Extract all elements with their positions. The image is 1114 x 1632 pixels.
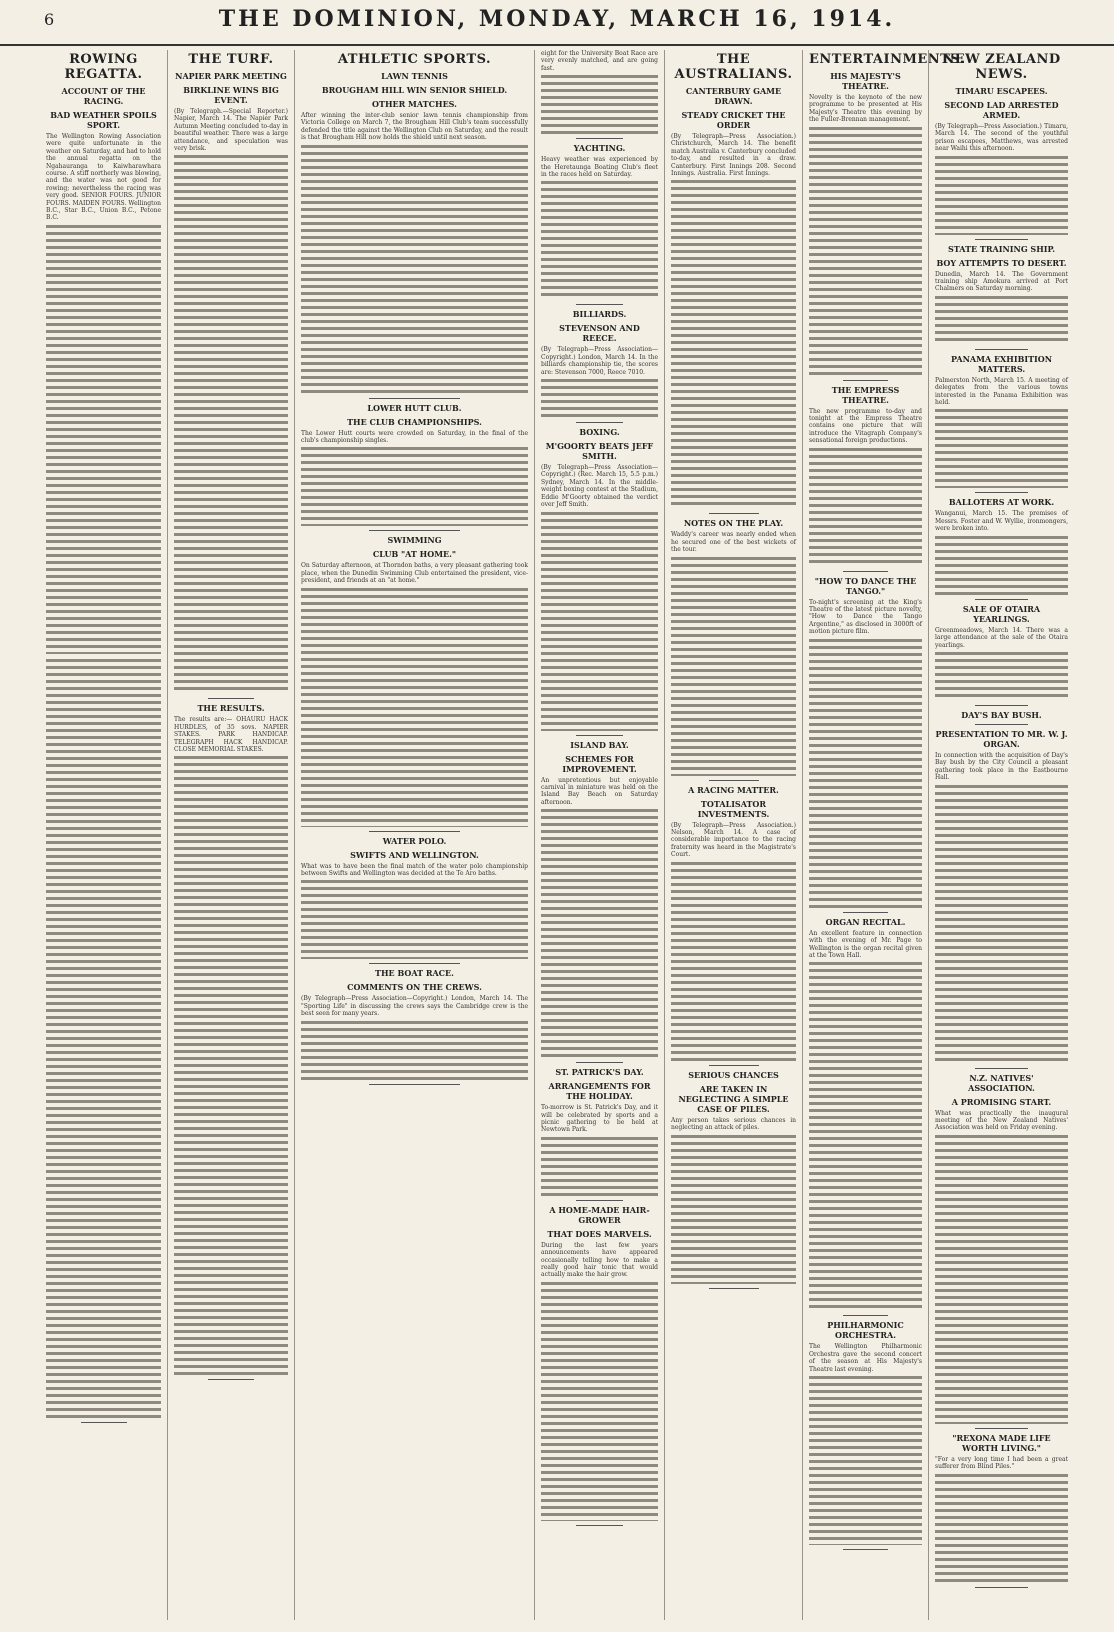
article-body: (By Telegraph—Press Association.) Christchurch, March 14. The benefit match Australia v. Canterbury concluded to-day, and resulted in a draw. Canterbury. First Innings 208. Second Innings. Australia. First Innings.	[671, 133, 796, 178]
article-subheading: NAPIER PARK MEETING	[175, 71, 287, 81]
section-divider	[709, 513, 759, 514]
article-subheading: CANTERBURY GAME DRAWN.	[685, 86, 782, 106]
section-divider	[369, 831, 460, 832]
article-subheading: STATE TRAINING SHIP.	[948, 243, 1055, 254]
column-text-block	[301, 879, 528, 959]
article-body: An unpretentious but enjoyable carnival in miniature was held on the Island Bay Beach on Saturday afternoon.	[541, 776, 658, 806]
article	[935, 354, 1068, 494]
column-text-block	[671, 861, 796, 1061]
section-divider	[709, 1288, 759, 1289]
article	[809, 52, 965, 381]
article-body: Any person takes serious chances in neglecting an attack of piles.	[671, 1116, 796, 1132]
article	[935, 604, 1068, 706]
section-divider	[975, 239, 1028, 240]
article	[935, 244, 1068, 350]
article	[46, 52, 161, 1423]
section-divider	[576, 735, 623, 736]
column-text-block	[935, 155, 1068, 235]
article-subheading: DAY'S BAY BUSH.	[961, 709, 1042, 720]
article	[935, 1433, 1068, 1588]
article	[809, 1320, 922, 1550]
article-subheading: STEADY CRICKET THE ORDER	[681, 110, 786, 130]
article-subheading: SWIFTS AND WELLINGTON.	[350, 849, 479, 860]
column-text-block	[46, 224, 161, 654]
section-divider	[975, 599, 1028, 600]
article-subheading: BILLIARDS.	[572, 309, 627, 320]
article-subheading: BAD WEATHER SPOILS SPORT.	[50, 110, 157, 130]
column-text-block	[935, 651, 1068, 701]
article-body: On Saturday afternoon, at Thorndon baths, a very pleasant gathering took place, when the Dunedin Swimming Club entertained the president, vice-president, and friends at an "at home."	[301, 562, 528, 585]
section-divider	[576, 1525, 623, 1526]
column-text-block	[935, 535, 1068, 595]
article-subheading: THE BOAT RACE.	[375, 968, 454, 979]
column-text-block	[541, 1136, 658, 1196]
column-text-block	[541, 511, 658, 731]
article-body: (By Telegraph—Press Association.) Timaru, March 14. The second of the youthful prison escapees, Matthews, was arrested near Waihi this afternoon.	[935, 123, 1068, 153]
article	[671, 1070, 796, 1289]
article-subheading: PANAMA EXHIBITION MATTERS.	[950, 353, 1053, 374]
article-subheading: THE RESULTS.	[197, 703, 265, 714]
article	[935, 729, 1068, 1069]
article-subheading: SCHEMES FOR IMPROVEMENT.	[562, 753, 637, 774]
column-4	[534, 50, 664, 1620]
section-heading: ROWING REGATTA.	[64, 52, 143, 82]
article-subheading: LAWN TENNIS	[381, 71, 448, 81]
section-divider	[975, 1068, 1028, 1069]
article-subheading: SALE OF OTAIRA YEARLINGS.	[962, 603, 1041, 624]
article-body: (By Telegraph—Press Association—Copyright.) (Rec. March 15, 5.5 p.m.) Sydney, March 14. In the middle-weight boxing contest at the Stadium, Eddie M'Goorty obtained the verdict over Jeff Smith.	[541, 464, 658, 509]
article-subheading: BOY ATTEMPTS TO DESERT.	[936, 257, 1067, 268]
article-subheading: ACCOUNT OF THE RACING.	[61, 86, 146, 106]
article	[541, 143, 658, 305]
section-heading: ATHLETIC SPORTS.	[337, 52, 492, 67]
article	[671, 52, 796, 514]
section-divider	[208, 1379, 254, 1380]
article	[935, 52, 1068, 240]
article-body: (By Telegraph.—Special Reporter.) Napier, March 14. The Napier Park Autumn Meeting concluded to-day in beautiful weather. There was a large attendance, and speculation was very brisk.	[174, 108, 288, 153]
section-divider	[843, 1315, 888, 1316]
article-body: The Wellington Philharmonic Orchestra gave the second concert of the season at His Majesty's Theatre last evening.	[809, 1343, 922, 1373]
article	[301, 968, 528, 1084]
column-text-block	[541, 378, 658, 418]
section-divider	[369, 398, 460, 399]
section-divider	[975, 1428, 1028, 1429]
section-divider	[576, 1200, 623, 1201]
article-subheading: BOXING.	[579, 427, 620, 438]
article-body: Dunedin, March 14. The Government training ship Amokura arrived at Port Chalmers on Saturday morning.	[935, 270, 1068, 293]
column-text-block	[935, 1134, 1068, 1424]
column-text-block	[301, 1020, 528, 1080]
article-body: (By Telegraph—Press Association—Copyright.) London, March 14. The "Sporting Life" in discussing the crews says the Cambridge crew is the best seen for many years.	[301, 995, 528, 1018]
article-subheading: A PROMISING START.	[951, 1096, 1052, 1107]
article	[809, 576, 922, 913]
article-body: "For a very long time I had been a great sufferer from Blind Piles."	[935, 1455, 1068, 1471]
column-text-block	[46, 658, 161, 1418]
article	[935, 1073, 1068, 1429]
article-subheading: SERIOUS CHANCES	[688, 1069, 779, 1080]
section-heading: NEW ZEALAND NEWS.	[942, 52, 1061, 82]
article	[541, 1205, 658, 1526]
article-subheading: BIRKLINE WINS BIG EVENT.	[183, 85, 279, 105]
column-text-block	[301, 144, 528, 394]
section-divider	[576, 138, 623, 139]
column-text-block	[809, 447, 922, 567]
article-body: The new programme to-day and tonight at the Empress Theatre contains one picture that will introduce the Vitagraph Company's sensational foreign productions.	[809, 407, 922, 445]
masthead	[0, 0, 1114, 46]
article-subheading: N.Z. NATIVES' ASSOCIATION.	[968, 1072, 1035, 1093]
article-subheading: ARE TAKEN IN NEGLECTING A SIMPLE CASE OF PILES.	[678, 1083, 789, 1114]
section-divider	[843, 1549, 888, 1550]
column-text-block	[541, 74, 658, 134]
section-divider	[81, 1422, 127, 1423]
column-text-block	[809, 126, 922, 376]
article-body: (By Telegraph—Press Association—Copyright.) London, March 14. In the billiards championship tie, the scores are: Stevenson 7000, Reece 7010.	[541, 346, 658, 376]
article-subheading: "HOW TO DANCE THE TANGO."	[814, 575, 917, 596]
section-divider	[843, 571, 888, 572]
article	[935, 497, 1068, 599]
section-divider	[709, 1065, 759, 1066]
column-text-block	[671, 556, 796, 776]
column-text-block	[541, 1281, 658, 1521]
column-3	[294, 50, 534, 1620]
column-text-block	[174, 154, 288, 694]
article	[541, 740, 658, 1064]
column-6	[802, 50, 965, 1620]
article-subheading: WATER POLO.	[382, 835, 447, 846]
article-body: The results are:— OHAURU HACK HURDLES, of 35 sovs. NAPIER STAKES. PARK HANDICAP. TELEGRAPH HACK HANDICAP. CLOSE MEMORIAL STAKES.	[174, 716, 288, 754]
article	[809, 917, 922, 1317]
article-subheading: THE EMPRESS THEATRE.	[831, 384, 900, 405]
article	[541, 427, 658, 735]
section-heading: THE AUSTRALIANS.	[674, 52, 793, 82]
column-1	[40, 50, 167, 1620]
section-divider	[975, 349, 1028, 350]
article-body: To-night's screening at the King's Theatre of the latest picture novelty, "How to Dance the Tango Argentine," as disclosed in 3000ft of motion picture film.	[809, 598, 922, 636]
article	[935, 710, 1068, 725]
article-body: Waddy's career was nearly ended when he secured one of the best wickets of the tour.	[671, 531, 796, 554]
article	[301, 403, 528, 532]
column-2	[167, 50, 294, 1620]
section-divider	[975, 724, 1028, 725]
article-subheading: "REXONA MADE LIFE WORTH LIVING."	[952, 1432, 1051, 1453]
article-subheading: CLUB "AT HOME."	[372, 549, 457, 560]
article-body: To-morrow is St. Patrick's Day, and it will be celebrated by sports and a picnic gathering to be held at Newtown Park.	[541, 1104, 658, 1134]
article-body: What was to have been the final match of the water polo championship between Swifts and Wellington was decided at the Te Aro baths.	[301, 862, 528, 878]
column-text-block	[174, 755, 288, 1375]
section-divider	[975, 705, 1028, 706]
column-text-block	[301, 446, 528, 526]
article-subheading: OTHER MATCHES.	[372, 99, 457, 109]
article-body: Novelty is the keynote of the new programme to be presented at His Majesty's Theatre this evening by the Fuller-Brennan management.	[809, 94, 922, 124]
article-body: Wanganui, March 15. The premises of Messrs. Foster and W. Wyllie, ironmongers, were broken into.	[935, 510, 1068, 533]
article-subheading: ISLAND BAY.	[570, 739, 629, 750]
article-subheading: A RACING MATTER.	[688, 784, 779, 795]
section-divider	[975, 492, 1028, 493]
section-divider	[369, 963, 460, 964]
section-divider	[369, 530, 460, 531]
article-body: In connection with the acquisition of Day's Bay bush by the City Council a pleasant gathering took place in the Eastbourne Hall.	[935, 751, 1068, 782]
column-text-block	[541, 808, 658, 1058]
article-subheading: PRESENTATION TO MR. W. J. ORGAN.	[935, 728, 1068, 749]
article	[301, 535, 528, 831]
paper-title: THE DOMINION, MONDAY, MARCH 16, 1914.	[218, 6, 896, 32]
article-subheading: TIMARU ESCAPEES.	[955, 86, 1048, 96]
article-body: After winning the inter-club senior lawn tennis championship from Victoria College on March 7, the Brougham Hill Club's team successfully defended the title against the Wellington Club on Saturday, and the result is that Brougham Hill now holds the shield until next season.	[301, 112, 528, 142]
column-text-block	[935, 295, 1068, 345]
article-subheading: LOWER HUTT CLUB.	[367, 402, 462, 413]
section-heading: ENTERTAINMENTS.	[809, 52, 965, 67]
section-divider	[576, 1062, 623, 1063]
article	[671, 518, 796, 780]
article	[301, 52, 528, 399]
article-body: (By Telegraph—Press Association.) Nelson, March 14. A case of considerable importance to the racing fraternity was heard in the Magistrate's Court.	[671, 821, 796, 859]
column-text-block	[671, 179, 796, 509]
section-divider	[576, 422, 623, 423]
article	[174, 52, 288, 699]
article-subheading: A HOME-MADE HAIR-GROWER	[549, 1204, 650, 1225]
article	[809, 385, 922, 572]
article-subheading: THAT DOES MARVELS.	[547, 1228, 652, 1239]
column-5	[664, 50, 802, 1620]
article-subheading: NOTES ON THE PLAY.	[683, 518, 784, 529]
column-text-block	[935, 1473, 1068, 1583]
column-7	[928, 50, 1074, 1620]
column-text-block	[301, 587, 528, 827]
article	[671, 785, 796, 1066]
article-body: The Lower Hutt courts were crowded on Saturday, in the final of the club's championship singles.	[301, 429, 528, 445]
article	[174, 703, 288, 1380]
section-divider	[576, 304, 623, 305]
article	[541, 1067, 658, 1201]
section-divider	[208, 698, 254, 699]
article-body: The Wellington Rowing Association were quite unfortunate in the weather on Saturday, and had to hold the annual regatta on the Ngahauranga to Kaiwharawhara course. A stiff northerly was blowing, and the water was not good for rowing; nevertheless the racing was very good. SENIOR FOURS. JUNIOR FOURS. MAIDEN FOURS. Wellington B.C., Star B.C., Union B.C., Petone B.C.	[46, 133, 161, 222]
column-text-block	[809, 638, 922, 908]
section-heading: THE TURF.	[188, 52, 274, 67]
section-divider	[843, 912, 888, 913]
article-subheading: ORGAN RECITAL.	[825, 916, 906, 927]
article-body: eight for the University Boat Race are very evenly matched, and are going fast.	[541, 50, 658, 72]
article-body: Palmerston North, March 15. A meeting of delegates from the various towns interested in the Panama Exhibition was held.	[935, 376, 1068, 407]
article	[301, 836, 528, 965]
article-subheading: COMMENTS ON THE CREWS.	[347, 982, 482, 993]
article	[541, 50, 658, 139]
article-body: Greenmeadows, March 14. There was a large attendance at the sale of the Otaira yearlings.	[935, 626, 1068, 649]
section-divider	[709, 780, 759, 781]
article-subheading: YACHTING.	[573, 143, 626, 154]
section-divider	[843, 380, 888, 381]
article-subheading: TOTALISATOR INVESTMENTS.	[697, 798, 770, 819]
column-text-block	[671, 1134, 796, 1284]
article-subheading: STEVENSON AND REECE.	[559, 323, 640, 344]
section-divider	[975, 1587, 1028, 1588]
column-text-block	[809, 961, 922, 1311]
article-subheading: PHILHARMONIC ORCHESTRA.	[827, 1320, 904, 1341]
article	[541, 309, 658, 423]
article-subheading: ARRANGEMENTS FOR THE HOLIDAY.	[548, 1081, 651, 1102]
article-subheading: ST. PATRICK'S DAY.	[555, 1067, 644, 1078]
article-body: What was practically the inaugural meeting of the New Zealand Natives' Association was held on Friday evening.	[935, 1109, 1068, 1132]
article-subheading: THE CLUB CHAMPIONSHIPS.	[347, 416, 482, 427]
article-subheading: SWIMMING	[387, 535, 442, 546]
article-body: An excellent feature in connection with the evening of Mr. Page to Wellington is the organ recital given at the Town Hall.	[809, 929, 922, 959]
article-body: Heavy weather was experienced by the Heretaunga Boating Club's fleet in the races held on Saturday.	[541, 156, 658, 179]
article-subheading: M'GOORTY BEATS JEFF SMITH.	[545, 441, 654, 462]
article-subheading: SECOND LAD ARRESTED ARMED.	[944, 100, 1059, 120]
page-number: 6	[44, 10, 55, 29]
article-subheading: HIS MAJESTY'S THEATRE.	[830, 71, 901, 91]
column-text-block	[541, 180, 658, 300]
column-text-block	[935, 408, 1068, 488]
article-subheading: BROUGHAM HILL WIN SENIOR SHIELD.	[321, 85, 508, 95]
article-body: During the last few years announcements have appeared occasionally telling how to make a really good hair tonic that would actually make the hair grow.	[541, 1241, 658, 1279]
article-subheading: BALLOTERS AT WORK.	[948, 497, 1055, 508]
section-divider	[369, 1084, 460, 1085]
column-text-block	[809, 1375, 922, 1545]
column-text-block	[935, 784, 1068, 1064]
